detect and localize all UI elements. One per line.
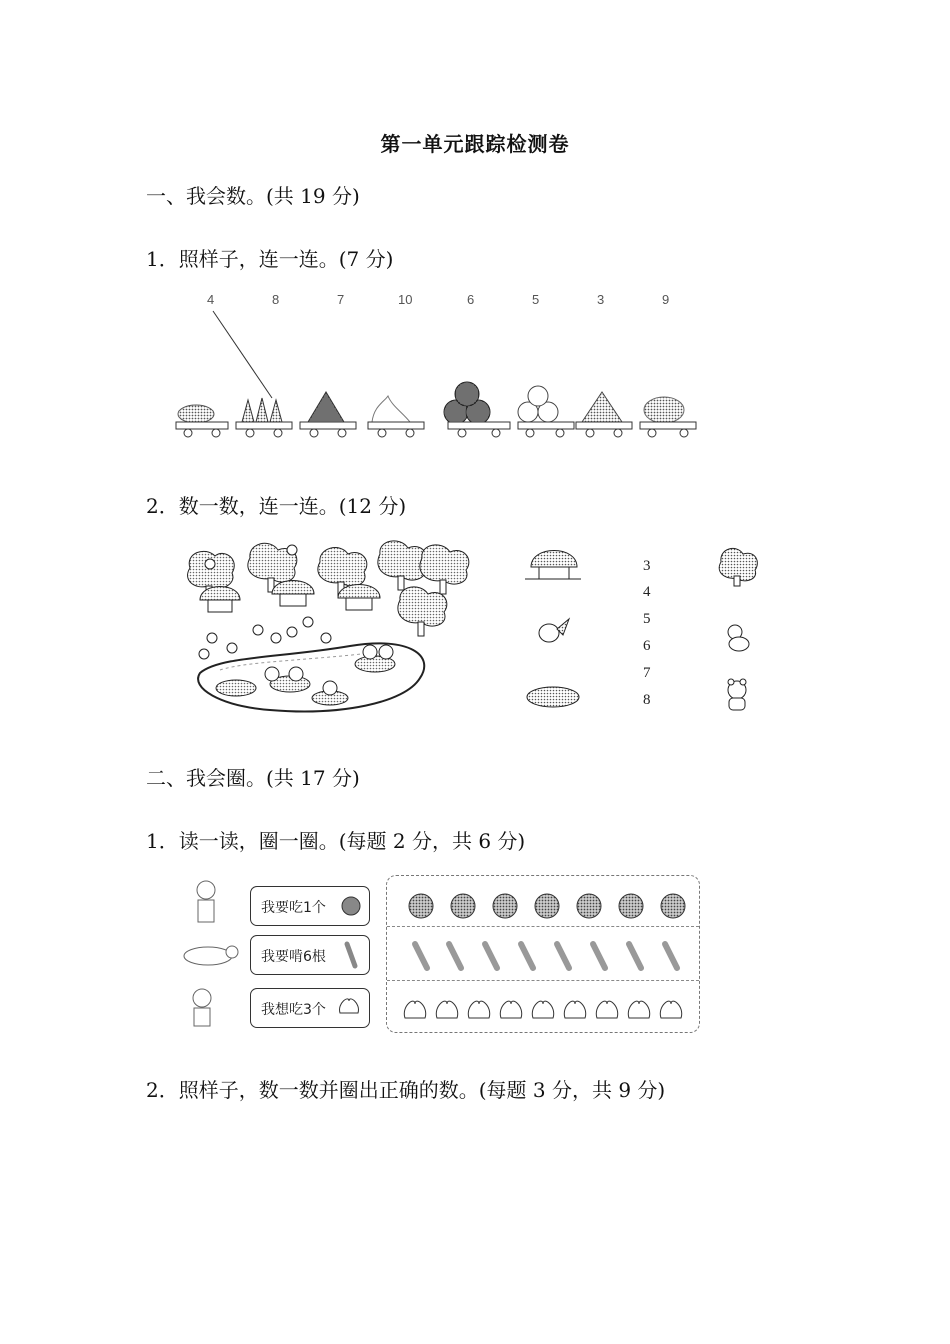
section2-heading: 二、我会圈。(共 17 分) <box>146 766 360 790</box>
mushroom-house-icon <box>200 587 240 613</box>
fruit-cart-icon[interactable] <box>576 392 632 437</box>
q1-number[interactable]: 6 <box>467 292 475 307</box>
boy-icon <box>197 881 215 922</box>
bone-icon[interactable] <box>665 944 677 968</box>
frog-icon[interactable] <box>728 679 746 710</box>
bubble-text: 我要吃1个 <box>261 900 326 916</box>
fruit-cart-icon[interactable] <box>640 397 696 437</box>
q1-number[interactable]: 7 <box>337 292 345 307</box>
speech-bubble <box>250 988 370 1028</box>
q2-number[interactable]: 7 <box>643 665 651 681</box>
speech-bubble <box>250 935 370 975</box>
q2-number[interactable]: 5 <box>643 611 651 627</box>
apple-icon[interactable] <box>451 894 475 918</box>
lily-pad-icon[interactable] <box>527 687 579 707</box>
peach-icon[interactable] <box>628 1001 649 1018</box>
tree-icon[interactable] <box>719 548 757 586</box>
speech-bubble <box>250 886 370 926</box>
section2-q1-label: 1．读一读，圈一圈。(每题 2 分，共 6 分) <box>146 829 526 853</box>
q1-number[interactable]: 8 <box>272 292 280 307</box>
section1-q2-label: 2．数一数，连一连。(12 分) <box>146 494 407 518</box>
tree-icon <box>420 545 469 594</box>
apple-icon[interactable] <box>493 894 517 918</box>
bone-icon[interactable] <box>629 944 641 968</box>
q1-number[interactable]: 9 <box>662 292 670 307</box>
fruit-cart-icon[interactable] <box>444 382 510 437</box>
peach-icon[interactable] <box>564 1001 585 1018</box>
forest-pond-scene <box>180 538 480 718</box>
peach-icon[interactable] <box>532 1001 553 1018</box>
bone-icon[interactable] <box>557 944 569 968</box>
bone-icon[interactable] <box>485 944 497 968</box>
q2-number[interactable]: 8 <box>643 692 651 708</box>
mushroom-house-icon <box>272 581 314 607</box>
items-box <box>386 875 700 1033</box>
apple-icon <box>341 893 361 917</box>
peach-icon[interactable] <box>660 1001 681 1018</box>
bone-icon[interactable] <box>415 944 427 968</box>
q2-number[interactable]: 6 <box>643 638 651 654</box>
q1-number[interactable]: 4 <box>207 292 215 307</box>
characters-column <box>178 876 248 1036</box>
apple-icon[interactable] <box>661 894 685 918</box>
fruit-cart-icon[interactable] <box>236 398 292 437</box>
q2-right-icons <box>715 542 765 717</box>
q2-number[interactable]: 4 <box>643 584 651 600</box>
page-title: 第一单元跟踪检测卷 <box>380 132 570 156</box>
q2-number[interactable]: 3 <box>643 558 651 574</box>
bone-row <box>415 944 677 968</box>
bone-icon <box>341 940 361 970</box>
peach-icon <box>337 995 361 1021</box>
peach-icon[interactable] <box>436 1001 457 1018</box>
fruit-cart-icon[interactable] <box>368 396 424 437</box>
apple-icon[interactable] <box>535 894 559 918</box>
fruit-cart-icon[interactable] <box>518 386 574 437</box>
peach-row <box>404 1001 681 1018</box>
fruit-cart-icon[interactable] <box>300 392 356 437</box>
section1-q1-label: 1．照样子，连一连。(7 分) <box>146 247 394 271</box>
fruit-carts <box>170 378 700 440</box>
section2-q2-label: 2．照样子，数一数并圈出正确的数。(每题 3 分，共 9 分) <box>146 1078 666 1102</box>
bone-icon[interactable] <box>521 944 533 968</box>
q2-left-icons <box>525 545 595 715</box>
peach-icon[interactable] <box>596 1001 617 1018</box>
apple-icon[interactable] <box>619 894 643 918</box>
peach-icon[interactable] <box>468 1001 489 1018</box>
peach-icon[interactable] <box>500 1001 521 1018</box>
mushroom-house-icon <box>338 585 380 611</box>
mushroom-house-icon[interactable] <box>525 551 581 580</box>
tree-icon <box>398 587 447 636</box>
q1-number[interactable]: 10 <box>398 292 413 307</box>
apple-icon[interactable] <box>409 894 433 918</box>
dog-icon <box>184 946 238 965</box>
peach-icon[interactable] <box>404 1001 425 1018</box>
bone-icon[interactable] <box>593 944 605 968</box>
items-grid <box>397 884 697 1024</box>
monkey-icon <box>193 989 211 1026</box>
q1-number[interactable]: 5 <box>532 292 540 307</box>
section1-heading: 一、我会数。(共 19 分) <box>146 184 360 208</box>
q1-number[interactable]: 3 <box>597 292 605 307</box>
chick-icon[interactable] <box>728 625 749 651</box>
apple-icon[interactable] <box>577 894 601 918</box>
bubble-text: 我要啃6根 <box>261 949 326 965</box>
apple-row <box>409 894 685 918</box>
bone-icon[interactable] <box>449 944 461 968</box>
bird-icon[interactable] <box>539 619 569 642</box>
fruit-cart-icon[interactable] <box>176 405 228 437</box>
bubble-text: 我想吃3个 <box>261 1002 326 1018</box>
